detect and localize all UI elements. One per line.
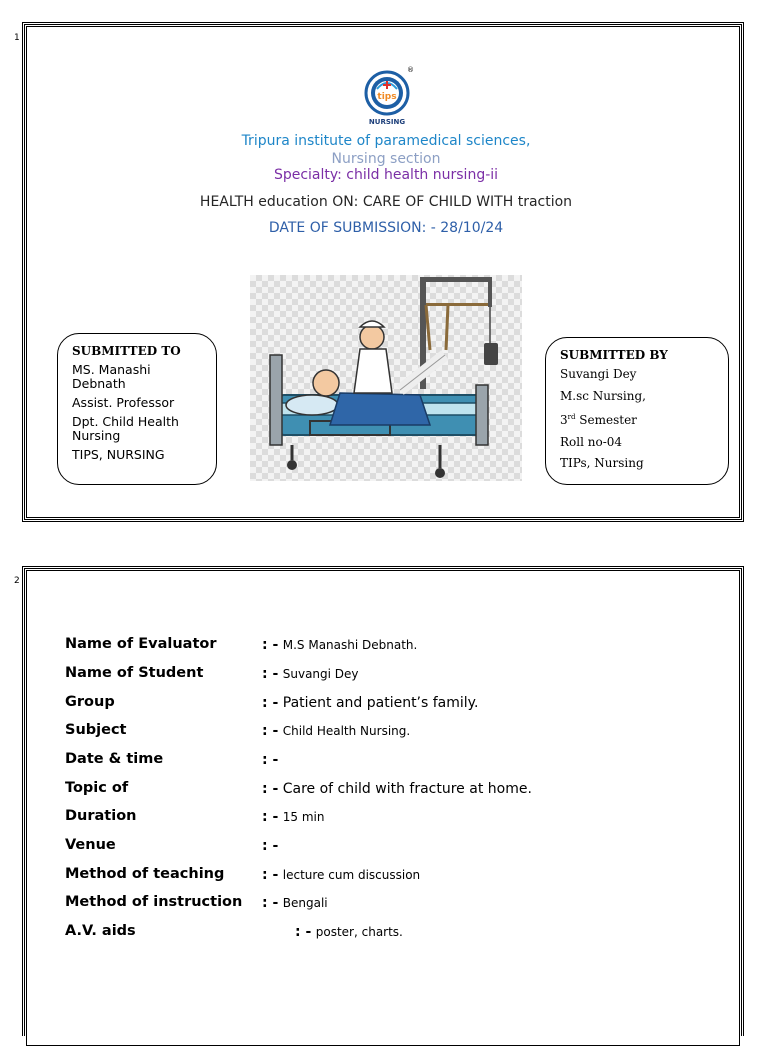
detail-value-text: M.S Manashi Debnath. <box>282 638 418 652</box>
submitted-by-box <box>545 337 729 485</box>
detail-label: Venue <box>65 837 116 853</box>
detail-label: A.V. aids <box>65 923 136 939</box>
detail-row <box>65 694 725 714</box>
submitted-by-heading: SUBMITTED BY <box>560 348 668 362</box>
detail-row <box>65 636 725 656</box>
submitted-to-name: MS. Manashi Debnath <box>72 362 151 391</box>
detail-separator: : - <box>262 666 279 682</box>
logo-text: tips <box>377 92 397 102</box>
detail-value-text: Child Health Nursing. <box>282 724 411 738</box>
child-traction-illustration <box>250 275 522 481</box>
detail-row <box>65 866 725 886</box>
detail-value-text: Care of child with fracture at home. <box>282 781 532 797</box>
submitted-to-department: Dpt. Child Health Nursing <box>72 414 179 443</box>
detail-separator: : - <box>262 723 279 739</box>
detail-row <box>65 894 725 914</box>
detail-value <box>262 838 278 854</box>
specialty: Specialty: child health nursing-ii <box>273 167 499 183</box>
detail-separator: : - <box>262 695 279 711</box>
detail-separator: : - <box>262 781 279 797</box>
detail-row <box>65 722 725 742</box>
submitted-by-name: Suvangi Dey <box>560 367 637 381</box>
section-name: Nursing section <box>331 151 441 167</box>
detail-label: Date & time <box>65 751 164 767</box>
detail-label: Method of teaching <box>65 866 225 882</box>
detail-separator: : - <box>295 924 312 940</box>
detail-value-text: Bengali <box>282 896 328 910</box>
registered-mark: ® <box>407 66 414 74</box>
detail-value <box>262 723 410 739</box>
detail-label: Name of Evaluator <box>65 636 217 652</box>
detail-separator: : - <box>262 895 279 911</box>
detail-value <box>295 924 403 940</box>
detail-label: Method of instruction <box>65 894 243 910</box>
detail-row <box>65 780 725 800</box>
detail-row <box>65 751 725 771</box>
detail-value-text: Patient and patient’s family. <box>282 695 479 711</box>
detail-value <box>262 752 278 768</box>
submitted-by-course: M.sc Nursing, <box>560 388 646 403</box>
detail-value <box>262 781 532 797</box>
institute-name: Tripura institute of paramedical sciences, <box>241 133 531 149</box>
submitted-by-roll: Roll no-04 <box>560 434 623 449</box>
submitted-to-heading: SUBMITTED TO <box>72 344 181 358</box>
page-number-2: 2 <box>14 576 20 586</box>
submission-date: DATE OF SUBMISSION: - 28/10/24 <box>268 220 504 236</box>
detail-value <box>262 695 478 711</box>
detail-separator: : - <box>262 867 279 883</box>
submitted-to-box <box>57 333 217 485</box>
detail-label: Topic of <box>65 780 129 796</box>
detail-row <box>65 665 725 685</box>
logo-caption: NURSING <box>368 118 406 126</box>
detail-value <box>262 666 359 682</box>
detail-value <box>262 867 420 883</box>
tips-logo <box>357 69 417 127</box>
page-number-1: 1 <box>14 33 20 43</box>
submitted-by-institute: TIPs, Nursing <box>560 456 644 470</box>
detail-value-text: poster, charts. <box>315 925 403 939</box>
detail-label: Duration <box>65 808 137 824</box>
detail-value <box>262 895 328 911</box>
submitted-to-institute: TIPS, NURSING <box>72 447 165 462</box>
detail-row <box>65 808 725 828</box>
detail-label: Name of Student <box>65 665 204 681</box>
detail-value-text: Suvangi Dey <box>282 667 359 681</box>
cover-page <box>22 22 744 522</box>
health-education-topic: HEALTH education ON: CARE OF CHILD WITH traction <box>199 194 573 210</box>
detail-label: Subject <box>65 722 127 738</box>
detail-value-text: lecture cum discussion <box>282 868 421 882</box>
detail-value <box>262 809 324 825</box>
detail-separator: : - <box>262 809 279 825</box>
detail-separator: : - <box>262 838 279 854</box>
submitted-to-title: Assist. Professor <box>72 395 175 410</box>
detail-row <box>65 923 725 943</box>
detail-row <box>65 837 725 857</box>
detail-value-text: 15 min <box>282 810 325 824</box>
detail-separator: : - <box>262 637 279 653</box>
detail-value <box>262 637 417 653</box>
detail-label: Group <box>65 694 115 710</box>
submitted-by-semester: 3rd Semester <box>560 413 637 427</box>
detail-separator: : - <box>262 752 279 768</box>
